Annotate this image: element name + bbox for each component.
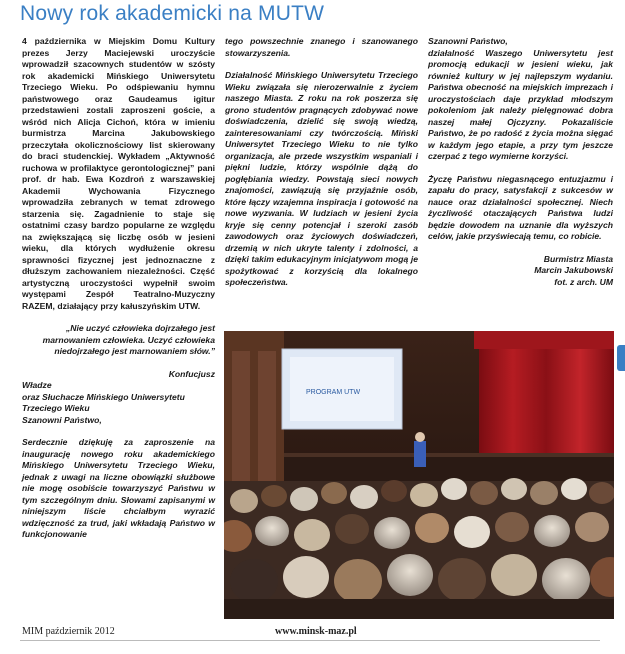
quote-text: „Nie uczyć człowieka dojrzałego jest marnowaniem człowieka. Uczyć człowieka niedojrzałego jest marnowaniem słów.” [42, 323, 215, 356]
page-edge-tab [617, 345, 625, 371]
quote-author: Konfucjusz [168, 368, 215, 379]
column-2 [225, 36, 418, 289]
letter-paragraph-5: Życzę Państwu niegasnącego entuzjazmu i zapału do pracy, satysfakcji z sukcesów w nauce oraz działalności społecznej. Niech życzliwość otaczających Państwa ludzi będzie dowodem na uznanie dla wyższych celów, jakie przyświecają temu, co robicie. [428, 173, 613, 241]
column-3 [428, 36, 613, 288]
event-photo [224, 331, 614, 619]
auditorium-illustration [224, 331, 614, 619]
letter-address-line-3: Trzeciego Wieku [22, 403, 90, 413]
screen-text: PROGRAM UTW [306, 389, 361, 396]
letter-paragraph-4: działalność Waszego Uniwersytetu jest promocją edukacji w jesieni wieku, jak również kultury w jej najlepszym wydaniu. Państwa obecność na miejskich imprezach i uroczystościach daje przykład młodszym pokoleniom jak należy pielęgnować dobra naszej małej Ojczyzny. Pokazaliście Państwo, że po radość z życia można sięgać w każdym jego etapie, a przy tym jeszcze czerpać z tego wymierne korzyści. [428, 47, 613, 161]
photo-credit: fot. z arch. UM [554, 276, 613, 287]
signature-name: Marcin Jakubowski [534, 265, 613, 275]
letter-greeting-2: Szanowni Państwo, [428, 36, 508, 46]
footer-divider [20, 640, 600, 641]
letter-greeting: Szanowni Państwo, [22, 414, 102, 425]
article-title: Nowy rok akademicki na MUTW [20, 2, 325, 25]
column-1 [22, 36, 215, 541]
letter-paragraph-3: Działalność Mińskiego Uniwersytetu Trzeciego Wieku związała się nierozerwalnie z życiem naszego Miasta. Z roku na rok poszerza się grono studentów pragnących zdobywać nowe doświadczenia, dzielić się swoją wiedzą, zainteresowaniami czy twórczością. Miński Uniwersytet Trzeciego Wieku to nie tylko organizacja, ale przede wszystkim wspaniali i piękni ludzie, którzy wspólnie dążą do pogłębiania wiedzy. Powstają sieci nowych znajomości, zawiązują się przyjaźnie osób, które łączy wzajemna inspiracja i gotowość na nowe wyzwania. W ludziach w jesieni życia kryje się cenny potencjał i szeroki zasób zawodowych oraz życiowych doświadczeń, drzemią w nich ukryte talenty i zdolności, a dzięki takim edukacyjnym inicjatywom mogą je spożytkować z korzyścią dla lokalnego społeczeństwa. [225, 70, 418, 287]
footer-issue: MIM październik 2012 [22, 626, 115, 637]
report-paragraph: 4 października w Miejskim Domu Kultury prezes Jerzy Maciejewski uroczyście wprowadził szacownych studentów w szósty rok akademicki Mińskiego Uniwersytetu Trzeciego Wieku. Po odśpiewaniu hymnu państwowego oraz Gaudeamus igitur przedstawieni zostali zaproszeni goście, a wśród nich Alicja Cichoń, która w imieniu burmistrza Marcina Jakubowskiego przeczytała okolicznościowy list skierowany do braci studenckiej. Wykładem „Aktywność ruchowa w profilaktyce gerontologicznej” pani prof. dr hab. Ewa Kozdroń z warszawskiej Akademii Wychowania Fizycznego wprowadziła zebranych w temat zdrowego starzenia się. Zagadnienie to staje się ostatnimi czasy bardzo popularne ze względu na zwiększającą się liczbę osób w jesieni wieku, dla których wydłużenie okresu sprawności fizycznej jest jednoznaczne z dłuższym zachowaniem niezależności. Część artystyczną uroczystości wypełnił swoim występami Zespół Teatralno-Muzyczny RAZEM, działający przy kałuszyńskim UTW. [22, 36, 215, 311]
footer-website: www.minsk-maz.pl [275, 626, 357, 637]
letter-paragraph-2: tego powszechnie znanego i szanowanego stowarzyszenia. [225, 36, 418, 58]
letter-address-line-2: oraz Słuchacze Mińskiego Uniwersytetu [22, 391, 185, 402]
letter-paragraph-1: Serdecznie dziękuję za zaproszenie na inaugurację nowego roku akademickiego Mińskiego Uniwersytetu Trzeciego Wieku, jednak z uwagi na liczne obowiązki służbowe nie mogę osobiście towarzyszyć Państwu w tym szczególnym dniu. Słowami zapisanymi w niniejszym liście chciałbym wyrazić wdzięczność za trud, jaki wkładają Państwo w funkcjonowanie [22, 437, 215, 539]
signature-title: Burmistrz Miasta [543, 253, 613, 264]
letter-address-line-1: Władze [22, 380, 52, 390]
